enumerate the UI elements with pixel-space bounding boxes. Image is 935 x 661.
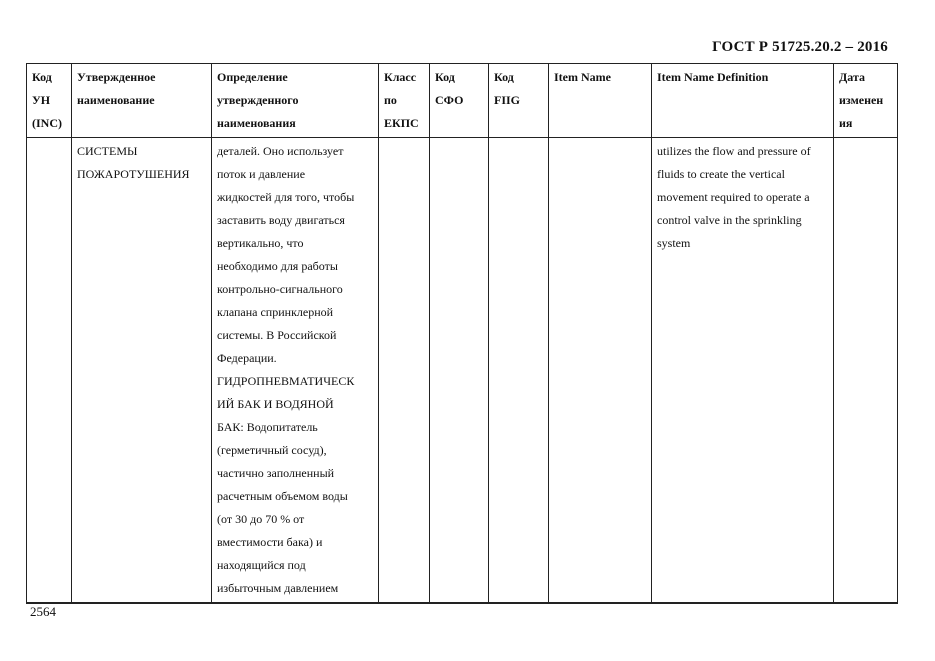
cell-change-date xyxy=(834,138,898,604)
cell-approved-name: СИСТЕМЫ ПОЖАРОТУШЕНИЯ xyxy=(72,138,212,604)
header-approved-name: Утвержденное наименование xyxy=(72,64,212,138)
header-inc-code: Код УН (INC) xyxy=(27,64,72,138)
cell-fiig-code xyxy=(489,138,549,604)
header-item-name: Item Name xyxy=(549,64,652,138)
catalog-table xyxy=(26,63,898,604)
cell-definition: деталей. Оно использует поток и давление жидкостей для того, чтобы заставить воду двигаться вертикально, что необходимо для работы контрольно-сигнального клапана спринклерной системы. В Российской Федерации. ГИДРОПНЕВМАТИЧЕСК ИЙ БАК И ВОДЯНОЙ БАК: Водопитатель (герметичный сосуд), частично заполненный расчетным объемом воды (от 30 до 70 % от вместимости бака) и находящийся под избыточным давлением xyxy=(212,138,379,604)
header-row xyxy=(27,64,898,138)
document-code: ГОСТ Р 51725.20.2 – 2016 xyxy=(712,39,888,55)
cell-inc-code xyxy=(27,138,72,604)
cell-item-name-definition: utilizes the flow and pressure of fluids to create the vertical movement required to operate a control valve in the sprinkling system xyxy=(652,138,834,604)
header-definition: Определение утвержденного наименования xyxy=(212,64,379,138)
cell-sfo-code xyxy=(430,138,489,604)
header-fiig-code: Код FIIG xyxy=(489,64,549,138)
header-item-name-definition: Item Name Definition xyxy=(652,64,834,138)
page-number: 2564 xyxy=(30,604,56,619)
cell-item-name xyxy=(549,138,652,604)
header-ekps-class: Класс по ЕКПС xyxy=(379,64,430,138)
table-row xyxy=(27,138,898,604)
header-change-date: Дата изменен ия xyxy=(834,64,898,138)
cell-ekps-class xyxy=(379,138,430,604)
header-sfo-code: Код СФО xyxy=(430,64,489,138)
